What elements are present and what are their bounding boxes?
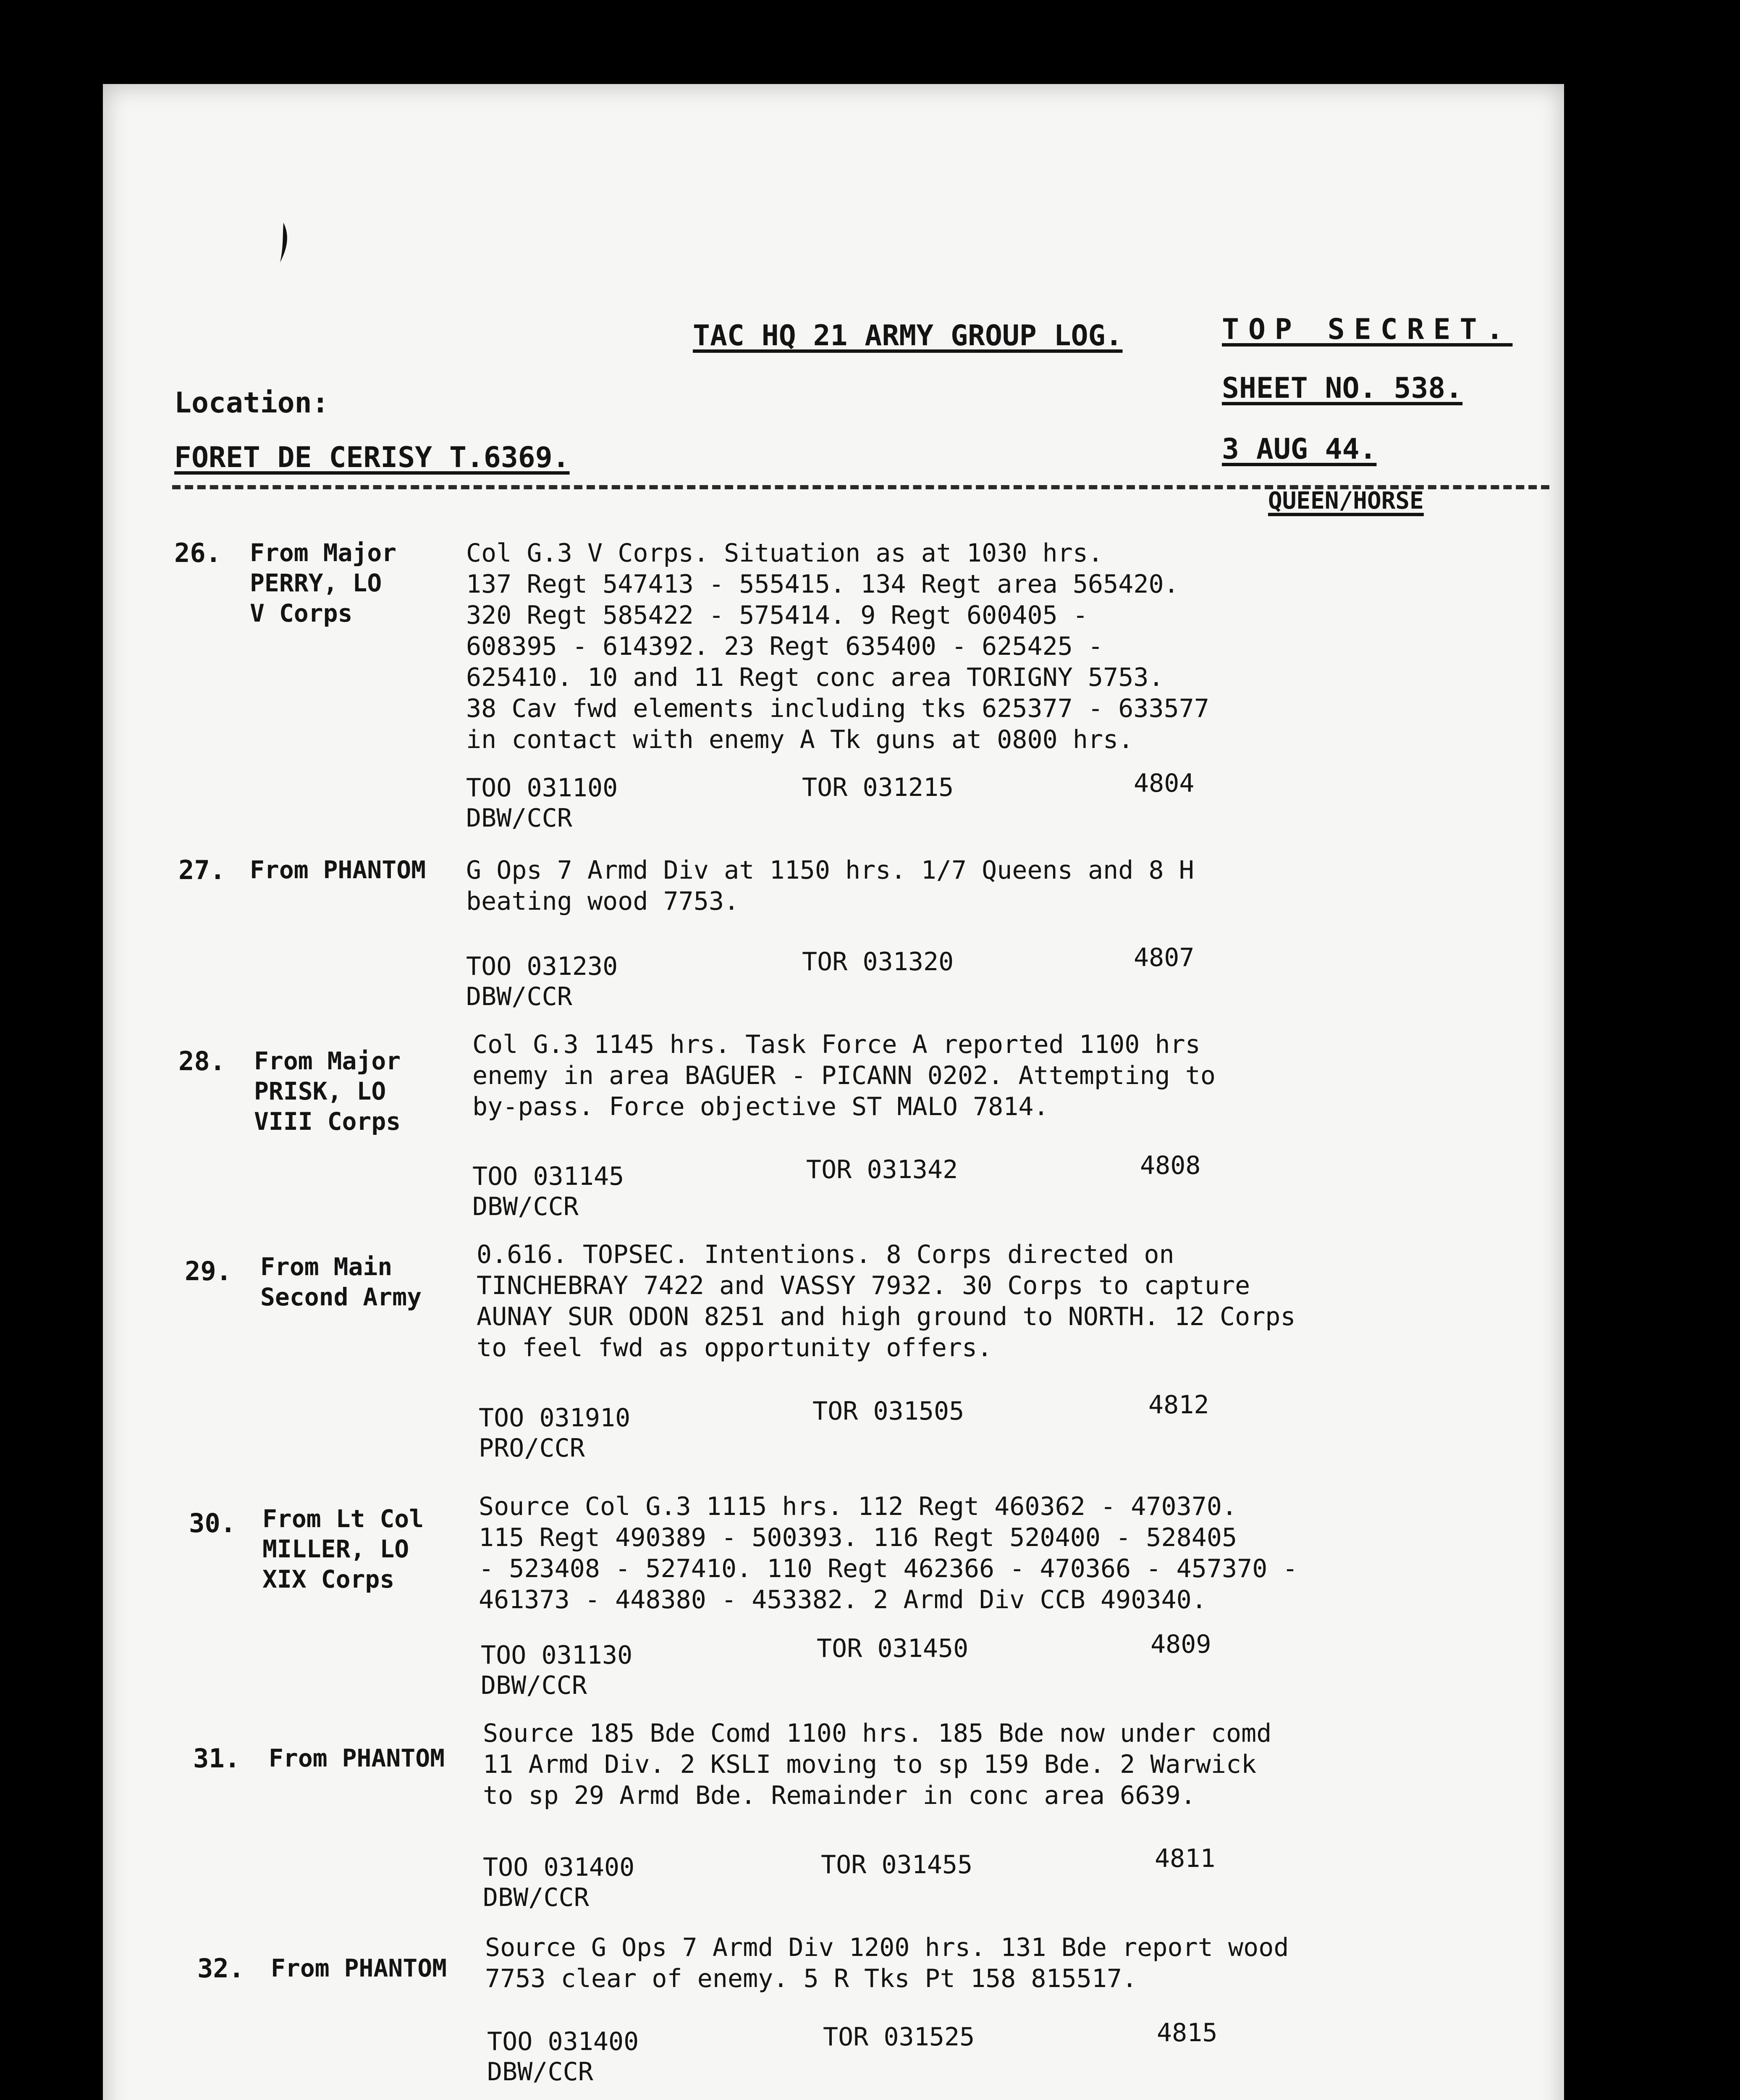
entry-serial: 4809 bbox=[1150, 1630, 1211, 1659]
entry-serial: 4808 bbox=[1140, 1151, 1201, 1180]
entry-source: From PHANTOM bbox=[269, 1744, 445, 1772]
entry-source: From Major PRISK, LO VIII Corps bbox=[254, 1047, 401, 1136]
entry-number: 27. bbox=[178, 855, 225, 885]
entry-serial: 4811 bbox=[1155, 1844, 1216, 1873]
location-label: Location: bbox=[174, 386, 329, 420]
entry-tor: TOR 031215 bbox=[802, 773, 954, 802]
log-title: TAC HQ 21 ARMY GROUP LOG. bbox=[693, 319, 1123, 352]
entry-tor: TOR 031505 bbox=[812, 1396, 964, 1426]
entry-tor: TOR 031320 bbox=[802, 947, 954, 976]
entry-serial: 4812 bbox=[1148, 1390, 1209, 1420]
initials-stamp: QUEEN/HORSE bbox=[1268, 487, 1424, 514]
entry-message: Col G.3 V Corps. Situation as at 1030 hrs. 137 Regt 547413 - 555415. 134 Regt area 565420. 320 Regt 585422 - 575414. 9 Regt 600405 - 608395 - 614392. 23 Regt 635400 - 625425 - 625410. 10 and 11 Regt conc area TORIGNY 5753. 38 Cav fwd elements including tks 625377 - 633577 in contact with enemy A Tk guns at 0800 hrs. bbox=[466, 538, 1210, 754]
entry-source: From Major PERRY, LO V Corps bbox=[250, 538, 397, 627]
entry-number: 26. bbox=[174, 538, 221, 568]
entry-too: TOO 031230 DBW/CCR bbox=[466, 952, 618, 1011]
entry-source: From PHANTOM bbox=[250, 856, 426, 884]
entry-number: 28. bbox=[178, 1046, 225, 1076]
entry-tor: TOR 031342 bbox=[806, 1155, 958, 1184]
entry-too: TOO 031130 DBW/CCR bbox=[481, 1641, 633, 1700]
entry-message: 0.616. TOPSEC. Intentions. 8 Corps directed on TINCHEBRAY 7422 and VASSY 7932. 30 Corps to capture AUNAY SUR ODON 8251 and high ground to NORTH. 12 Corps to feel fwd as opportunity offers. bbox=[477, 1240, 1296, 1362]
entry-number: 32. bbox=[197, 1953, 244, 1984]
entry-serial: 4815 bbox=[1157, 2018, 1218, 2048]
entry-message: Col G.3 1145 hrs. Task Force A reported 1100 hrs enemy in area BAGUER - PICANN 0202. Attempting to by-pass. Force objective ST MALO 7814. bbox=[472, 1030, 1216, 1121]
entry-tor: TOR 031455 bbox=[821, 1850, 973, 1880]
entry-source: From Lt Col MILLER, LO XIX Corps bbox=[262, 1504, 424, 1593]
entry-number: 31. bbox=[193, 1743, 240, 1774]
entry-too: TOO 031400 DBW/CCR bbox=[487, 2027, 639, 2087]
entry-message: Source Col G.3 1115 hrs. 112 Regt 460362 - 470370. 115 Regt 490389 - 500393. 116 Regt 520400 - 528405 - 523408 - 527410. 110 Regt 462366 - 470366 - 457370 - 461373 - 448380 - 453382. 2 Armd Div CCB 490340. bbox=[479, 1492, 1298, 1614]
entry-tor: TOR 031450 bbox=[817, 1634, 969, 1663]
entry-tor: TOR 031525 bbox=[823, 2022, 975, 2052]
entry-serial: 4804 bbox=[1134, 769, 1195, 798]
classification: TOP SECRET. bbox=[1222, 313, 1513, 346]
entry-source: From PHANTOM bbox=[271, 1954, 447, 1982]
sheet-number: SHEET NO. 538. bbox=[1222, 372, 1463, 405]
entry-message: Source 185 Bde Comd 1100 hrs. 185 Bde now under comd 11 Armd Div. 2 KSLI moving to sp 159 Bde. 2 Warwick to sp 29 Armd Bde. Remainder in conc area 6639. bbox=[483, 1719, 1272, 1810]
entry-too: TOO 031145 DBW/CCR bbox=[472, 1162, 624, 1221]
stray-ink-mark bbox=[271, 218, 296, 269]
entry-number: 30. bbox=[189, 1508, 236, 1538]
location-value: FORET DE CERISY T.6369. bbox=[174, 441, 570, 474]
entry-too: TOO 031100 DBW/CCR bbox=[466, 773, 618, 833]
entry-message: G Ops 7 Armd Div at 1150 hrs. 1/7 Queens and 8 H beating wood 7753. bbox=[466, 856, 1194, 916]
entry-too: TOO 031910 PRO/CCR bbox=[479, 1403, 631, 1463]
entry-serial: 4807 bbox=[1134, 943, 1195, 972]
entry-too: TOO 031400 DBW/CCR bbox=[483, 1853, 635, 1912]
log-date: 3 AUG 44. bbox=[1222, 433, 1377, 466]
entry-source: From Main Second Army bbox=[260, 1252, 422, 1311]
document-page bbox=[103, 84, 1564, 2100]
entry-message: Source G Ops 7 Armd Div 1200 hrs. 131 Bde report wood 7753 clear of enemy. 5 R Tks Pt 158 815517. bbox=[485, 1933, 1289, 1993]
entry-number: 29. bbox=[185, 1256, 232, 1286]
